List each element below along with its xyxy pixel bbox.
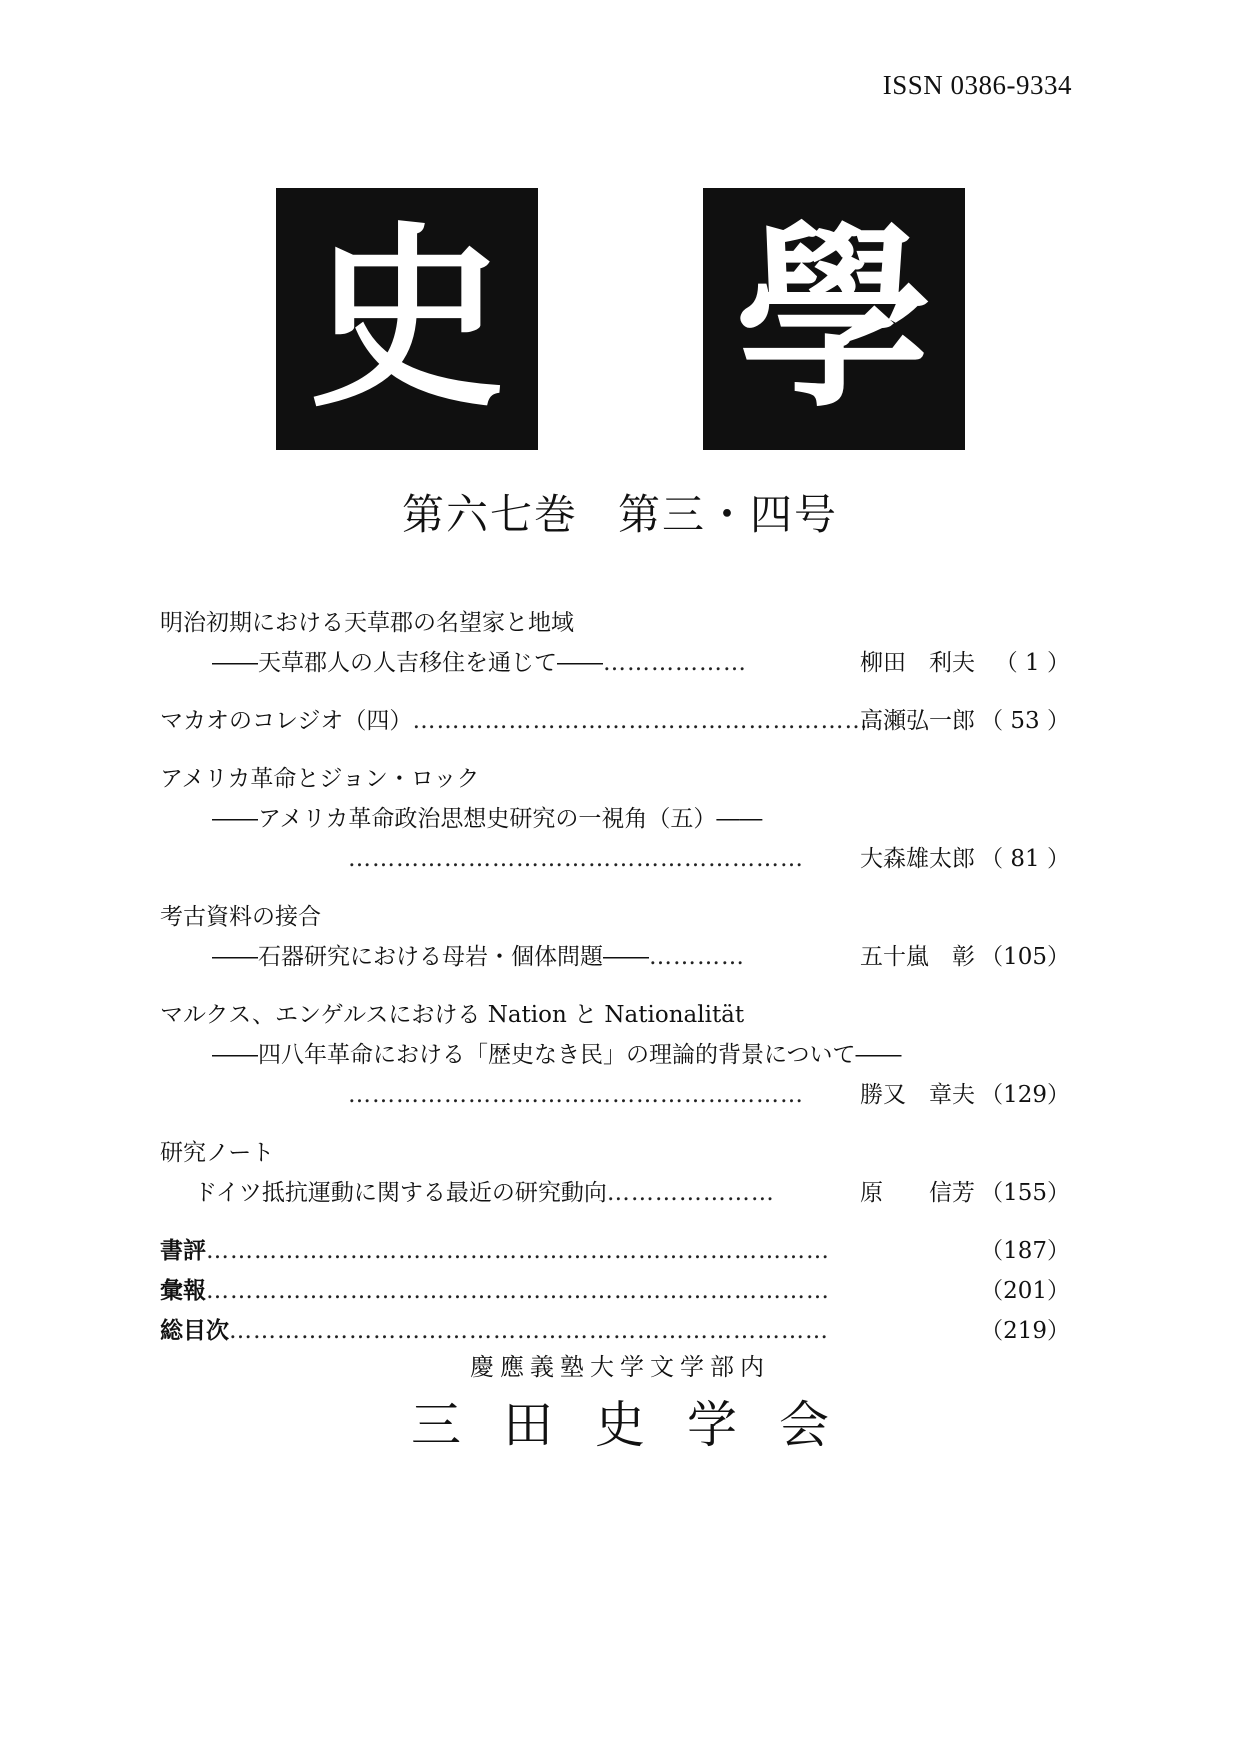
toc-entry-title: ドイツ抵抗運動に関する最近の研究動向: [194, 1180, 607, 1206]
toc-entry-page: （ 81 ）: [980, 846, 1070, 872]
toc-entry-4-title-row: [160, 897, 1070, 937]
title-block-left: [276, 188, 538, 450]
volume-issue-heading: [0, 482, 1240, 542]
toc-entry-title: 明治初期における天草郡の名望家と地域: [160, 610, 574, 636]
toc-entry-subtitle: ――アメリカ革命政治思想史研究の一視角（五）――: [212, 806, 763, 832]
title-block-right: [703, 188, 965, 450]
misc-label: 総目次: [160, 1317, 229, 1344]
toc-entry-3-dots-row: [160, 839, 1070, 879]
misc-entry-general-index: [160, 1311, 1070, 1351]
toc-entry-title: マカオのコレジオ（四）: [160, 708, 413, 734]
toc-entry-page: （219）: [980, 1318, 1070, 1344]
leader-dots: …………………………………………………: [348, 846, 804, 872]
toc-entry-5-sub-row: [160, 1035, 1070, 1075]
toc-entry-title: 考古資料の接合: [160, 904, 321, 930]
toc-entry-subtitle: ――石器研究における母岩・個体問題――: [212, 944, 649, 970]
leader-dots: ……………………………………………………………………: [206, 1238, 830, 1264]
leader-dots: …………………: [606, 1180, 775, 1206]
toc-entry-author: 原 信芳: [860, 1180, 975, 1206]
research-note-entry-row: [160, 1173, 1070, 1213]
toc-entry-page: （129）: [980, 1082, 1070, 1108]
title-char-shi: 史: [308, 204, 505, 434]
toc-entry-subtitle: ――四八年革命における「歴史なき民」の理論的背景について――: [212, 1042, 902, 1068]
toc-entry-author: 高瀬弘一郎: [860, 708, 975, 734]
leader-dots: …………………………………………………: [412, 708, 869, 734]
toc-entry-author: 勝又 章夫: [860, 1082, 975, 1108]
toc-entry-author: 五十嵐 彰: [860, 944, 975, 970]
toc-entry-3-title-row: [160, 759, 1070, 799]
table-of-contents: [160, 603, 1070, 1351]
publisher-affiliation: 慶應義塾大学文学部内: [470, 1353, 770, 1381]
leader-dots: ……………………………………………………………………: [206, 1278, 830, 1304]
research-note-heading-row: [160, 1133, 1070, 1173]
title-char-gaku: 學: [735, 204, 932, 434]
issn-number: ISSN 0386-9334: [882, 70, 1072, 100]
leader-dots: …………………………………………………………………: [229, 1318, 829, 1344]
toc-entry-page: （201）: [980, 1278, 1070, 1304]
toc-entry-page: （ 1 ）: [994, 650, 1070, 676]
toc-entry-page: （155）: [980, 1180, 1070, 1206]
toc-entry-page: （187）: [980, 1238, 1070, 1264]
misc-entry-book-review: [160, 1231, 1070, 1271]
toc-entry-author: 大森雄太郎: [860, 846, 975, 872]
volume-number: 第六七巻: [401, 490, 578, 539]
toc-entry-title: マルクス、エンゲルスにおける Nation と Nationalität: [160, 1002, 745, 1028]
toc-entry-1-title-row: [160, 603, 1070, 643]
leader-dots: …………: [649, 944, 745, 970]
misc-label: 彙報: [160, 1277, 206, 1304]
toc-entry-page: （ 53 ）: [980, 708, 1070, 734]
toc-entry-3-sub-row: [160, 799, 1070, 839]
toc-entry-5-dots-row: [160, 1075, 1070, 1115]
toc-entry-subtitle: ――天草郡人の人吉移住を通じて――: [212, 650, 603, 676]
misc-entry-bulletin: [160, 1271, 1070, 1311]
toc-entry-title: アメリカ革命とジョン・ロック: [160, 766, 480, 792]
leader-dots: …………………………………………………: [348, 1082, 804, 1108]
research-note-heading: 研究ノート: [160, 1140, 275, 1166]
issue-number: 第三・四号: [618, 490, 839, 539]
toc-entry-1-sub-row: [160, 643, 1070, 683]
misc-label: 書評: [160, 1237, 206, 1264]
toc-entry-page: （105）: [980, 944, 1070, 970]
toc-entry-5-title-row: [160, 995, 1070, 1035]
toc-entry-4-sub-row: [160, 937, 1070, 977]
toc-entry-2-row: [160, 701, 1070, 741]
publisher-name: 三田史学会: [411, 1396, 871, 1454]
leader-dots: ………………: [603, 650, 747, 676]
toc-entry-author: 柳田 利夫: [860, 650, 975, 676]
